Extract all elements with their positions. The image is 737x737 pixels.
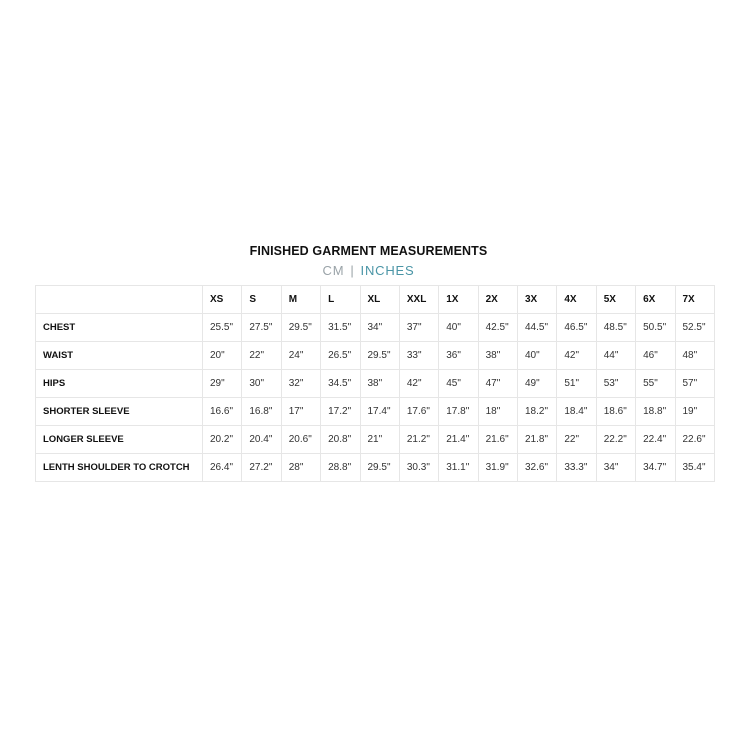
measurement-cell: 51" (557, 370, 596, 398)
unit-inches-option[interactable]: INCHES (360, 263, 415, 278)
measurement-cell: 27.2" (242, 454, 281, 482)
measurement-cell: 21.8" (518, 426, 557, 454)
measurement-cell: 18.4" (557, 398, 596, 426)
size-header-3x: 3X (518, 286, 557, 314)
measurement-cell: 21.2" (399, 426, 438, 454)
table-row (36, 426, 715, 454)
measurement-cell: 33" (399, 342, 438, 370)
row-label: LONGER SLEEVE (36, 426, 203, 454)
measurement-cell: 17.2" (321, 398, 360, 426)
measurement-cell: 42.5" (478, 314, 517, 342)
measurement-cell: 42" (557, 342, 596, 370)
measurement-cell: 18.2" (518, 398, 557, 426)
measurement-cell: 49" (518, 370, 557, 398)
table-row (36, 370, 715, 398)
measurement-cell: 45" (439, 370, 478, 398)
measurement-cell: 26.5" (321, 342, 360, 370)
unit-cm-option[interactable]: CM (322, 263, 345, 278)
row-label: CHEST (36, 314, 203, 342)
measurement-cell: 26.4" (203, 454, 242, 482)
measurement-cell: 48.5" (596, 314, 635, 342)
measurement-cell: 27.5" (242, 314, 281, 342)
measurement-cell: 36" (439, 342, 478, 370)
measurement-cell: 18.8" (636, 398, 675, 426)
size-header-2x: 2X (478, 286, 517, 314)
measurement-cell: 21.4" (439, 426, 478, 454)
measurement-cell: 52.5" (675, 314, 715, 342)
measurement-cell: 29" (203, 370, 242, 398)
measurement-cell: 37" (399, 314, 438, 342)
measurement-cell: 21" (360, 426, 399, 454)
measurement-cell: 28.8" (321, 454, 360, 482)
measurement-cell: 24" (281, 342, 320, 370)
measurement-cell: 22.6" (675, 426, 715, 454)
size-header-4x: 4X (557, 286, 596, 314)
measurement-cell: 47" (478, 370, 517, 398)
size-header-1x: 1X (439, 286, 478, 314)
measurement-cell: 20" (203, 342, 242, 370)
measurement-cell: 34.7" (636, 454, 675, 482)
measurement-cell: 28" (281, 454, 320, 482)
measurement-cell: 25.5" (203, 314, 242, 342)
measurement-cell: 20.6" (281, 426, 320, 454)
measurement-cell: 38" (478, 342, 517, 370)
measurement-cell: 31.1" (439, 454, 478, 482)
measurement-cell: 46" (636, 342, 675, 370)
measurement-cell: 22.2" (596, 426, 635, 454)
size-header-5x: 5X (596, 286, 635, 314)
measurement-cell: 17.6" (399, 398, 438, 426)
size-header-7x: 7X (675, 286, 715, 314)
row-label: HIPS (36, 370, 203, 398)
row-label: SHORTER SLEEVE (36, 398, 203, 426)
unit-separator: | (350, 263, 355, 278)
measurement-cell: 17.4" (360, 398, 399, 426)
measurement-cell: 42" (399, 370, 438, 398)
measurement-cell: 17.8" (439, 398, 478, 426)
measurement-cell: 35.4" (675, 454, 715, 482)
measurement-cell: 53" (596, 370, 635, 398)
measurement-cell: 16.8" (242, 398, 281, 426)
measurement-cell: 29.5" (281, 314, 320, 342)
measurement-cell: 34" (596, 454, 635, 482)
size-header-l: L (321, 286, 360, 314)
measurement-cell: 30" (242, 370, 281, 398)
measurement-cell: 21.6" (478, 426, 517, 454)
measurement-cell: 31.9" (478, 454, 517, 482)
measurement-cell: 30.3" (399, 454, 438, 482)
measurement-cell: 16.6" (203, 398, 242, 426)
measurement-cell: 40" (518, 342, 557, 370)
row-label: WAIST (36, 342, 203, 370)
measurement-cell: 17" (281, 398, 320, 426)
unit-toggle (0, 263, 737, 278)
measurement-cell: 34.5" (321, 370, 360, 398)
measurement-cell: 44" (596, 342, 635, 370)
measurement-cell: 19" (675, 398, 715, 426)
page-title: FINISHED GARMENT MEASUREMENTS (249, 244, 488, 258)
measurement-cell: 22.4" (636, 426, 675, 454)
measurement-cell: 44.5" (518, 314, 557, 342)
measurement-cell: 55" (636, 370, 675, 398)
size-header-xl: XL (360, 286, 399, 314)
size-header-xxl: XXL (399, 286, 438, 314)
measurement-cell: 46.5" (557, 314, 596, 342)
measurement-cell: 34" (360, 314, 399, 342)
measurement-cell: 32.6" (518, 454, 557, 482)
measurement-cell: 22" (242, 342, 281, 370)
size-header-6x: 6X (636, 286, 675, 314)
measurement-cell: 29.5" (360, 454, 399, 482)
size-header-m: M (281, 286, 320, 314)
measurement-cell: 22" (557, 426, 596, 454)
measurement-cell: 57" (675, 370, 715, 398)
header-row (36, 286, 715, 314)
size-header-xs: XS (203, 286, 242, 314)
measurement-cell: 32" (281, 370, 320, 398)
measurement-cell: 18.6" (596, 398, 635, 426)
table-body (36, 314, 715, 482)
table-row (36, 314, 715, 342)
measurement-cell: 40" (439, 314, 478, 342)
measurement-cell: 20.4" (242, 426, 281, 454)
table-row (36, 454, 715, 482)
measurement-cell: 18" (478, 398, 517, 426)
row-label: LENTH SHOULDER TO CROTCH (36, 454, 203, 482)
measurement-cell: 50.5" (636, 314, 675, 342)
measurement-cell: 31.5" (321, 314, 360, 342)
measurement-cell: 48" (675, 342, 715, 370)
measurement-cell: 20.2" (203, 426, 242, 454)
size-header-s: S (242, 286, 281, 314)
table-row (36, 342, 715, 370)
table-row (36, 398, 715, 426)
measurement-cell: 29.5" (360, 342, 399, 370)
size-chart-table (35, 285, 715, 482)
header-corner-cell (36, 286, 203, 314)
measurement-cell: 38" (360, 370, 399, 398)
measurement-cell: 20.8" (321, 426, 360, 454)
measurement-cell: 33.3" (557, 454, 596, 482)
